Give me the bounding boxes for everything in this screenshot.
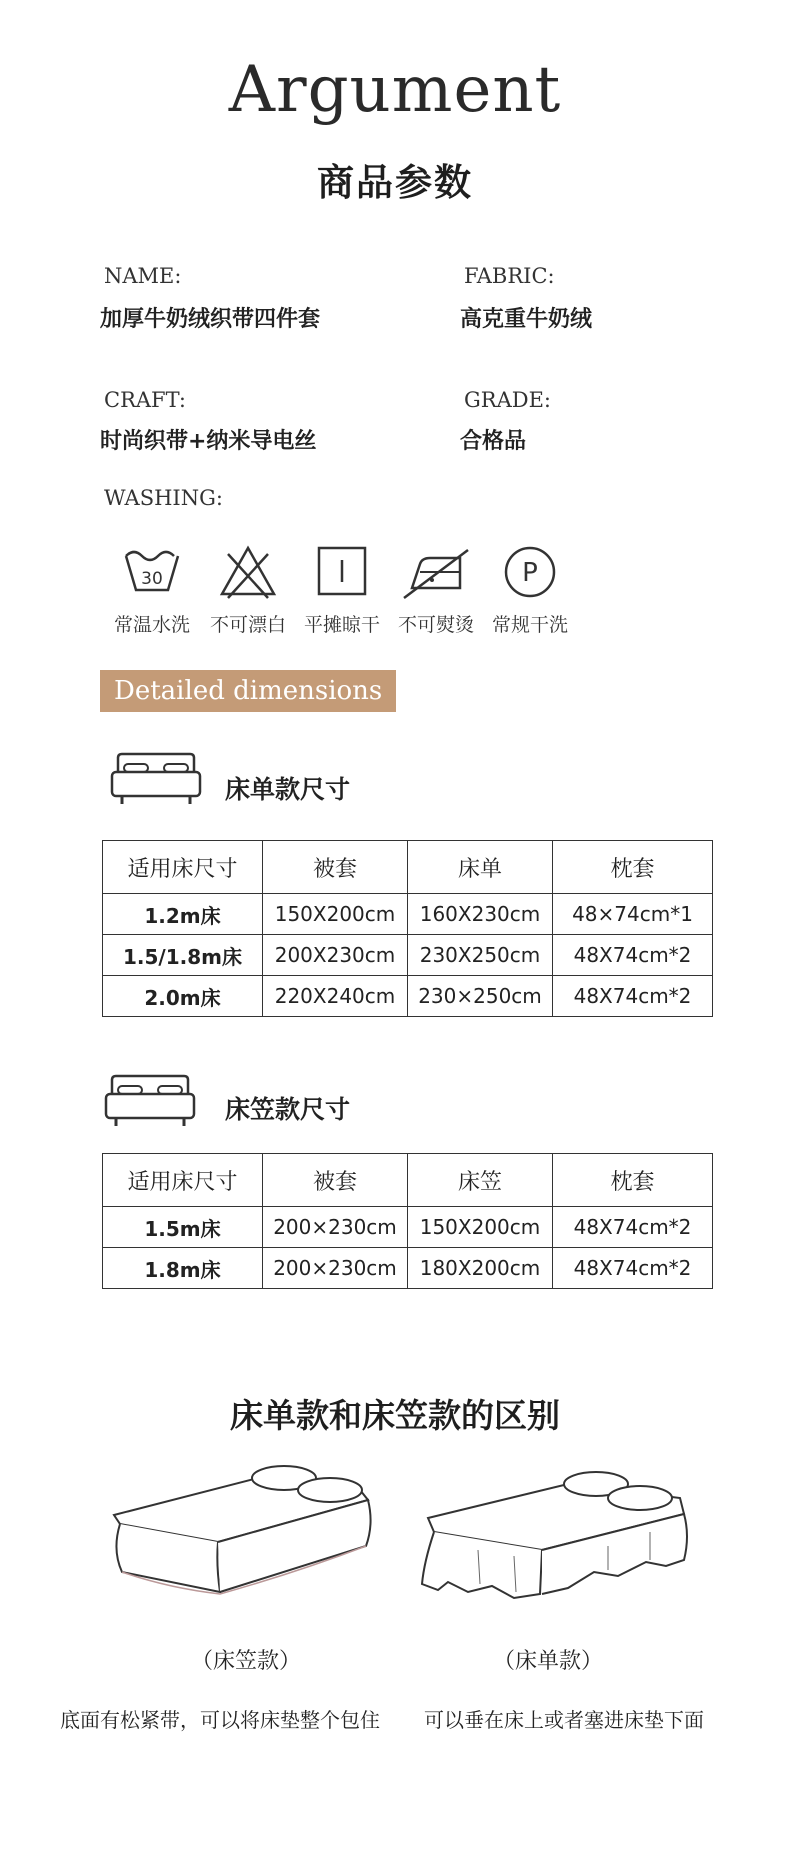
table-cell: 230×250cm <box>408 976 553 1017</box>
table-cell: 150X200cm <box>263 894 408 935</box>
table-cell: 1.8m床 <box>103 1248 263 1289</box>
table-row <box>103 1248 713 1289</box>
table-header: 适用床尺寸 <box>103 841 263 894</box>
wash-item-30 <box>106 544 198 637</box>
sheet-description: 可以垂在床上或者塞进床垫下面 <box>424 1708 704 1732</box>
flat-dry-icon <box>296 544 388 600</box>
wash-label: 不可漂白 <box>209 614 286 636</box>
table-cell: 2.0m床 <box>103 976 263 1017</box>
difference-title: 床单款和床笠款的区别 <box>230 1396 560 1435</box>
table-cell: 48X74cm*2 <box>553 1207 713 1248</box>
table-cell: 200X230cm <box>263 935 408 976</box>
dry-clean-p-icon <box>484 544 576 600</box>
table-cell: 220X240cm <box>263 976 408 1017</box>
bed-icon <box>104 1074 196 1130</box>
table-header: 被套 <box>263 841 408 894</box>
table-header: 适用床尺寸 <box>103 1154 263 1207</box>
no-iron-icon <box>390 544 482 600</box>
page-title: 商品参数 <box>317 161 473 204</box>
table-cell: 48X74cm*2 <box>553 935 713 976</box>
table-cell: 48×74cm*1 <box>553 894 713 935</box>
table-row <box>103 1207 713 1248</box>
table-cell: 1.2m床 <box>103 894 263 935</box>
table-cell: 48X74cm*2 <box>553 976 713 1017</box>
table-header: 床笠 <box>408 1154 553 1207</box>
wash-item-flat-dry <box>296 544 388 637</box>
grade-label: GRADE: <box>464 388 551 412</box>
fitted-size-table <box>102 1153 713 1289</box>
table-header: 床单 <box>408 841 553 894</box>
dry-clean-letter: P <box>522 558 538 588</box>
fitted-description: 底面有松紧带，可以将床垫整个包住 <box>60 1708 380 1732</box>
bed-icon <box>110 752 202 808</box>
wash-item-no-iron <box>390 544 482 637</box>
wash-label: 平摊晾干 <box>303 614 380 636</box>
table-cell: 1.5m床 <box>103 1207 263 1248</box>
wash-temp-text: 30 <box>141 569 163 589</box>
sheet-caption: （床单款） <box>492 1649 603 1674</box>
washing-label: WASHING: <box>104 486 223 510</box>
wash-label: 常规干洗 <box>491 614 568 636</box>
grade-value: 合格品 <box>460 429 527 454</box>
wash-item-no-bleach <box>202 544 294 637</box>
table-header: 枕套 <box>553 841 713 894</box>
table-header-row <box>103 841 713 894</box>
fitted-section-title: 床笠款尺寸 <box>225 1095 351 1124</box>
table-cell: 48X74cm*2 <box>553 1248 713 1289</box>
fabric-value: 高克重牛奶绒 <box>460 307 593 332</box>
sheet-size-table <box>102 840 713 1017</box>
table-row <box>103 935 713 976</box>
table-cell: 180X200cm <box>408 1248 553 1289</box>
table-row <box>103 976 713 1017</box>
flat-sheet-bed-illustration <box>418 1466 688 1616</box>
table-header: 枕套 <box>553 1154 713 1207</box>
craft-label: CRAFT: <box>104 388 186 412</box>
dimensions-banner: Detailed dimensions <box>100 670 396 712</box>
sheet-section-title: 床单款尺寸 <box>225 775 351 804</box>
fabric-label: FABRIC: <box>464 264 555 288</box>
wash-30-icon <box>106 544 198 600</box>
brand-title-argument: Argument <box>228 53 562 127</box>
craft-value: 时尚织带+纳米导电丝 <box>100 429 317 454</box>
wash-item-dry-clean <box>484 544 576 637</box>
table-cell: 230X250cm <box>408 935 553 976</box>
table-cell: 150X200cm <box>408 1207 553 1248</box>
name-label: NAME: <box>104 264 182 288</box>
wash-label: 不可熨烫 <box>397 614 474 636</box>
table-cell: 200×230cm <box>263 1248 408 1289</box>
name-value: 加厚牛奶绒织带四件套 <box>100 307 321 332</box>
table-header-row <box>103 1154 713 1207</box>
wash-label: 常温水洗 <box>113 614 190 636</box>
table-cell: 1.5/1.8m床 <box>103 935 263 976</box>
fitted-bed-illustration <box>108 1460 373 1610</box>
no-bleach-icon <box>202 544 294 600</box>
table-header: 被套 <box>263 1154 408 1207</box>
table-cell: 200×230cm <box>263 1207 408 1248</box>
fitted-caption: （床笠款） <box>190 1649 301 1674</box>
table-cell: 160X230cm <box>408 894 553 935</box>
table-row <box>103 894 713 935</box>
